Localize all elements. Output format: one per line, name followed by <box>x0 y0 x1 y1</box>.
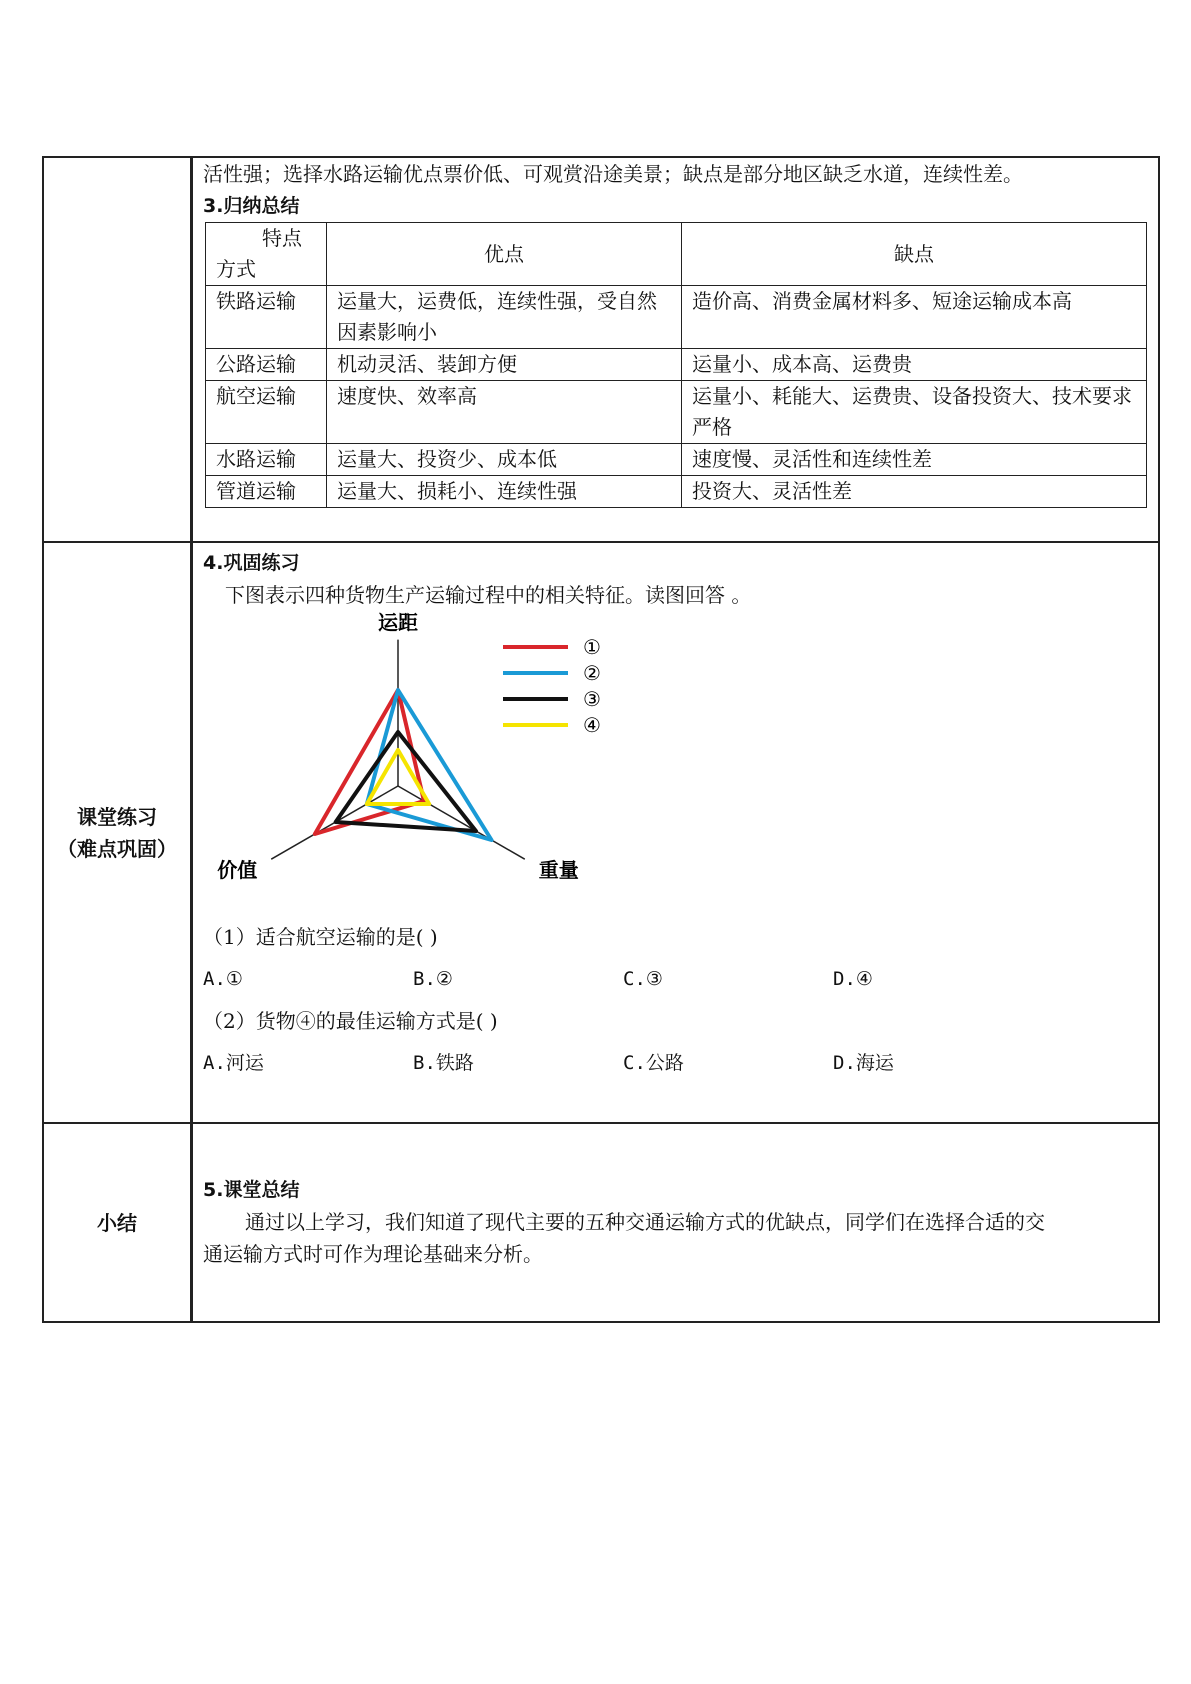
transport-summary-table <box>205 222 1147 508</box>
header-pros: 优点 <box>327 223 682 286</box>
radar-chart <box>203 611 723 911</box>
continuation-text: 活性强；选择水路运输优点票价低、可观赏沿途美景；缺点是部分地区缺乏水道，连续性差。 <box>203 162 1023 186</box>
radar-axis-line <box>398 786 525 859</box>
table-row <box>206 349 1147 381</box>
table-row <box>206 286 1147 349</box>
conclusion-line-1: 通过以上学习，我们知道了现代主要的五种交通运输方式的优缺点，同学们在选择合适的交 <box>245 1210 1045 1234</box>
cons-cell: 速度慢、灵活性和连续性差 <box>682 444 1147 476</box>
q1-option-c[interactable]: C.③ <box>623 968 663 990</box>
radar-axis-label: 重量 <box>538 858 579 883</box>
diagonal-header-cell <box>206 223 327 286</box>
table-row <box>206 444 1147 476</box>
cons-cell: 运量小、成本高、运费贵 <box>682 349 1147 381</box>
legend-label: ① <box>583 635 601 659</box>
conclusion-heading: 5.课堂总结 <box>203 1179 300 1201</box>
practice-intro: 下图表示四种货物生产运输过程中的相关特征。读图回答 。 <box>225 583 752 607</box>
practice-sublabel: （难点巩固） <box>57 836 177 861</box>
question-2: （2）货物④的最佳运输方式是( ) <box>203 1009 498 1033</box>
diag-bottom-label: 方式 <box>216 257 256 281</box>
conclusion-content <box>193 1124 1158 1321</box>
q2-option-d[interactable]: D.海运 <box>833 1052 894 1074</box>
q1-option-a[interactable]: A.① <box>203 968 243 990</box>
radar-series <box>315 690 492 840</box>
pros-cell: 运量大，运费低，连续性强，受自然因素影响小 <box>327 286 682 349</box>
pros-cell: 运量大、投资少、成本低 <box>327 444 682 476</box>
mode-cell: 铁路运输 <box>206 286 327 349</box>
q2-option-b[interactable]: B.铁路 <box>413 1052 474 1074</box>
conclusion-row <box>44 1124 1158 1323</box>
radar-series-polygon <box>315 690 424 834</box>
header-cons: 缺点 <box>682 223 1147 286</box>
mode-cell: 公路运输 <box>206 349 327 381</box>
legend-label: ② <box>583 661 601 685</box>
q1-option-d[interactable]: D.④ <box>833 968 873 990</box>
table-header-row <box>206 223 1147 286</box>
radar-axes <box>217 611 579 882</box>
summary-row-content <box>193 158 1158 541</box>
diag-top-label: 特点 <box>262 226 302 250</box>
pros-cell: 运量大、损耗小、连续性强 <box>327 476 682 508</box>
question-1: （1）适合航空运输的是( ) <box>203 925 438 949</box>
table-row <box>206 381 1147 444</box>
mode-cell: 水路运输 <box>206 444 327 476</box>
radar-legend <box>503 635 601 737</box>
lesson-table <box>42 156 1160 1323</box>
radar-axis-label: 价值 <box>217 858 258 883</box>
q2-option-a[interactable]: A.河运 <box>203 1052 264 1074</box>
table-row <box>206 476 1147 508</box>
practice-content <box>193 543 1158 1122</box>
summary-heading: 3.归纳总结 <box>203 195 300 217</box>
pros-cell: 机动灵活、装卸方便 <box>327 349 682 381</box>
radar-axis-label: 运距 <box>378 611 418 635</box>
summary-row-label <box>44 158 193 541</box>
q2-option-c[interactable]: C.公路 <box>623 1052 684 1074</box>
practice-row <box>44 543 1158 1124</box>
q1-option-b[interactable]: B.② <box>413 968 453 990</box>
question-1-options <box>203 963 1148 995</box>
cons-cell: 运量小、耗能大、运费贵、设备投资大、技术要求严格 <box>682 381 1147 444</box>
question-2-options <box>203 1047 1148 1079</box>
conclusion-line-2: 通运输方式时可作为理论基础来分析。 <box>203 1242 543 1266</box>
conclusion-row-label: 小结 <box>44 1124 193 1321</box>
mode-cell: 管道运输 <box>206 476 327 508</box>
legend-label: ④ <box>583 713 601 737</box>
practice-heading: 4.巩固练习 <box>203 552 300 574</box>
cons-cell: 造价高、消费金属材料多、短途运输成本高 <box>682 286 1147 349</box>
mode-cell: 航空运输 <box>206 381 327 444</box>
summary-row <box>44 158 1158 543</box>
pros-cell: 速度快、效率高 <box>327 381 682 444</box>
practice-row-label <box>44 543 193 1122</box>
practice-label: 课堂练习 <box>77 804 157 829</box>
legend-label: ③ <box>583 687 601 711</box>
cons-cell: 投资大、灵活性差 <box>682 476 1147 508</box>
